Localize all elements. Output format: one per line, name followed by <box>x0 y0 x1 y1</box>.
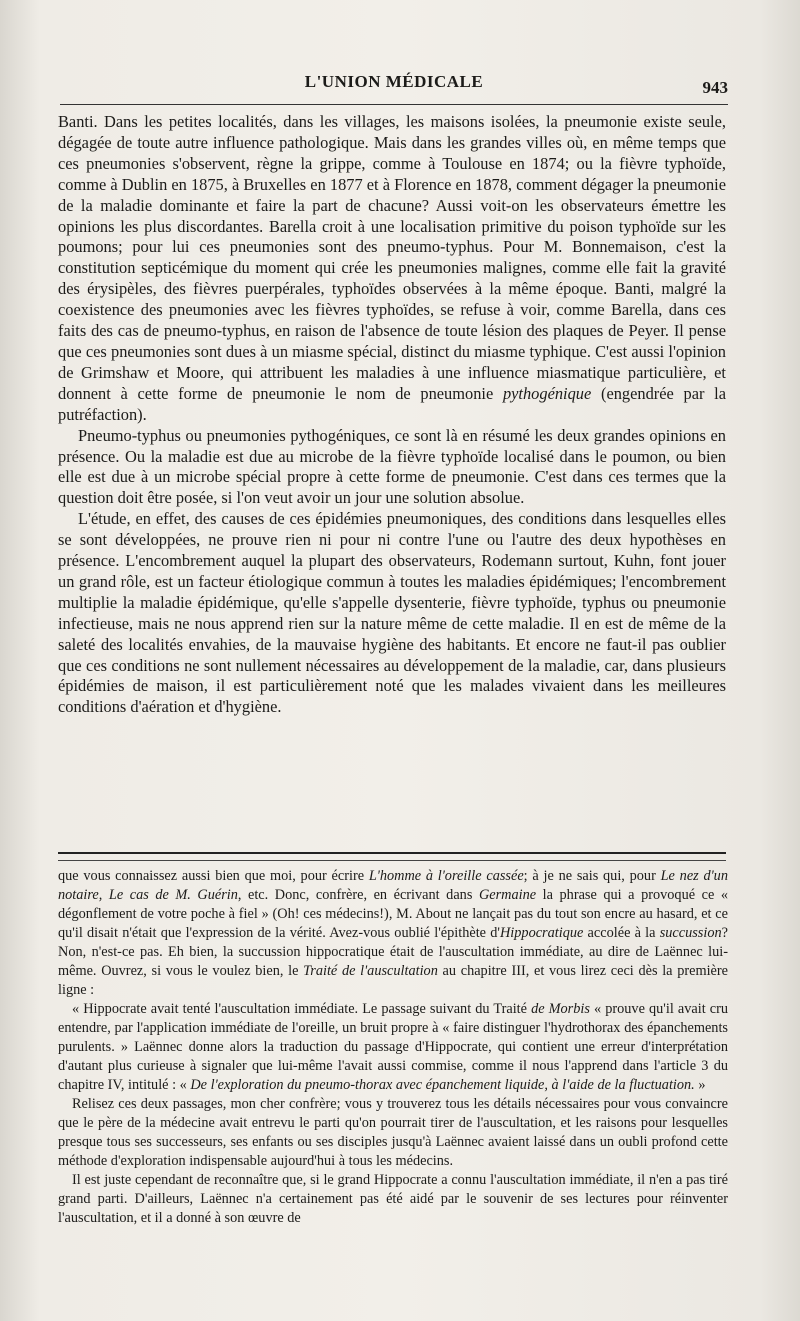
fn1-term-hippocratique: Hippocratique <box>499 925 584 941</box>
term-pythogenique: pythogénique <box>502 383 592 403</box>
paragraph-1 <box>58 112 726 426</box>
footnote-paragraph-4: Il est juste cependant de reconnaître que, si le grand Hippocrate a connu l'auscultation immédiate, il n'en a pas tiré grand parti. D'ailleurs, Laënnec n'a certainement pas été aidé par le souvenir de ses lectures pour réinventer l'auscultation, et il a donné à son œuvre de <box>58 1172 728 1226</box>
header-rule <box>60 104 728 105</box>
footnote-paragraph-2 <box>58 1000 728 1095</box>
footnote-paragraph-1 <box>58 867 728 1000</box>
fn1-term-succussion: succussion <box>659 925 722 941</box>
paragraph-3: L'étude, en effet, des causes de ces épidémies pneumoniques, des conditions dans lesquelles elles se sont développées, ne prouve rien ni pour ni contre l'une ou l'autre des deux hypothèses en présence. L'encombrement auquel la plupart des observateurs, Rodemann surtout, Kuhn, font jouer un grand rôle, est un facteur étiologique commun à toutes les maladies épidémiques; l'encombrement multiplie la maladie épidémique, qu'elle s'appelle dysenterie, fièvre typhoïde, typhus ou pneumonie infectieuse, mais ne nous apprend rien sur la nature même de cette maladie. Il en est de même de la saleté des localités envahies, de la mauvaise hygiène des habitants. Et encore ne faut-il pas oublier que ces conditions ne sont nullement nécessaires au développement de la maladie, car, dans plusieurs épidémies de maison, il est particulièrement noté que les malades vivaient dans les meilleures conditions d'aération et d'hygiène. <box>58 509 726 717</box>
main-text <box>58 112 726 718</box>
footnote-divider <box>58 852 726 861</box>
page-header <box>60 72 728 104</box>
fn2-title-exploration: De l'exploration du pneumo-thorax avec épanchement liquide, à l'aide de la fluctuation. <box>190 1077 695 1093</box>
fn1-title-germaine: Germaine <box>478 887 537 903</box>
fn2-text-a: « Hippocrate avait tenté l'auscultation immédiate. Le passage suivant du Traité <box>72 1001 532 1017</box>
fn1-title-oreille: L'homme à l'oreille cassée <box>368 868 524 884</box>
paragraph-2: Pneumo-typhus ou pneumonies pythogéniques, ce sont là en résumé les deux grandes opinions en présence. Ou la maladie est due au microbe de la fièvre typhoïde localisé dans le poumon, ou bien elle est due à un microbe spécial propre à cette forme de pneumonie. C'est dans ces termes que la question doit être posée, si l'on veut avoir un jour une solution absolue. <box>58 425 726 508</box>
fn1-text-a: que vous connaissez aussi bien que moi, pour écrire <box>58 868 369 884</box>
page-number: 943 <box>702 78 728 97</box>
fn1-text-b: ; à je ne sais qui, pour <box>523 868 661 884</box>
fn2-text-b: « prouve qu'il avait cru entendre, par l'application immédiate de l'oreille, un bruit propre à « faire distinguer l'hydrothorax des épanchements purulents. » Laënnec donne alors la traduction du passage d'Hippocrate, qui contient une erreur d'interprétation d'autant plus curieuse à signaler que lui-même l'avait aussi commise, comme il nous l'apprend dans l'article 3 du chapitre IV, intitulé : « <box>58 1001 728 1093</box>
fn1-title-traite: Traité de l'auscultation <box>303 963 438 979</box>
fn1-text-g: au chapitre III, et vous lirez ceci dès la première ligne : <box>58 963 728 998</box>
fn2-title-morbis: de Morbis <box>531 1001 590 1017</box>
fn1-text-d: la phrase qui a provoqué ce « dégonflement de votre poche à fiel » (Oh! ces médecins!), M. About ne lançait pas du tout son encre au hasard, et ce qu'il disait n'était que l'expression de la vérité. Avez-vous oublié l'épithète d' <box>58 887 728 941</box>
footnote-section <box>58 867 728 1228</box>
paragraph-1-text-a: Banti. Dans les petites localités, dans les villages, les maisons isolées, la pneumonie existe seule, dégagée de toute autre influence pathologique. Mais dans les grandes villes où, en même temps que ces pneumonies s'observent, règne la grippe, comme à Toulouse en 1874; ou la fièvre typhoïde, comme à Dublin en 1875, à Bruxelles en 1877 et à Florence en 1878, comment dégager la pneumonie de la maladie dominante et faire la part de chacune? Aussi voit-on les observateurs émettre les opinions les plus discordantes. Barella croit à une localisation primitive du poison typhoïde sur les poumons; pour lui ces pneumonies sont des pneumo-typhus. Pour M. Bonnemaison, c'est la constitution septicémique du moment qui crée les pneumonies malignes, comme elle fait la gravité des érysipèles, des fièvres puerpérales, typhoïdes observées à la même époque. Banti, malgré la coexistence des pneumonies avec les fièvres typhoïdes, se refuse à voir, comme Barella, dans ces faits des cas de pneumo-typhus, en raison de l'absence de toute lésion des plaques de Peyer. Il pense que ces pneumonies sont dues à un miasme spécial, distinct du miasme typhique. C'est aussi l'opinion de Grimshaw et Moore, qui attribuent les maladies à une influence miasmatique particulière, et donnent à cette forme de pneumonie le nom de pneumonie <box>58 112 726 403</box>
fn1-text-c: , etc. Donc, confrère, en écrivant dans <box>237 887 479 903</box>
fn1-text-f: ? Non, n'est-ce pas. Eh bien, la succussion hippocratique était de l'auscultation immédiate, au dire de Laënnec lui-même. Ouvrez, si vous le voulez bien, le <box>58 925 728 979</box>
paragraph-1-text-b: (engendrée par la putréfaction). <box>58 383 726 424</box>
running-title: L'UNION MÉDICALE <box>304 72 484 91</box>
fn2-text-c: » <box>694 1077 706 1093</box>
fn1-text-e: accolée à la <box>583 925 660 941</box>
fn1-title-nez: Le nez d'un notaire, Le cas de M. Guérin <box>58 868 728 903</box>
footnote-paragraph-3: Relisez ces deux passages, mon cher confrère; vous y trouverez tous les détails nécessaires pour vous convaincre que le père de la médecine avait entrevu le parti qu'on pourrait tirer de l'auscultation, et les raisons pour lesquelles presque tous ses successeurs, ses enfants ou ses disciples jusqu'à Laënnec avaient laissé dans un oubli profond cette méthode d'exploration indispensable aujourd'hui à tous les médecins. <box>58 1096 728 1169</box>
